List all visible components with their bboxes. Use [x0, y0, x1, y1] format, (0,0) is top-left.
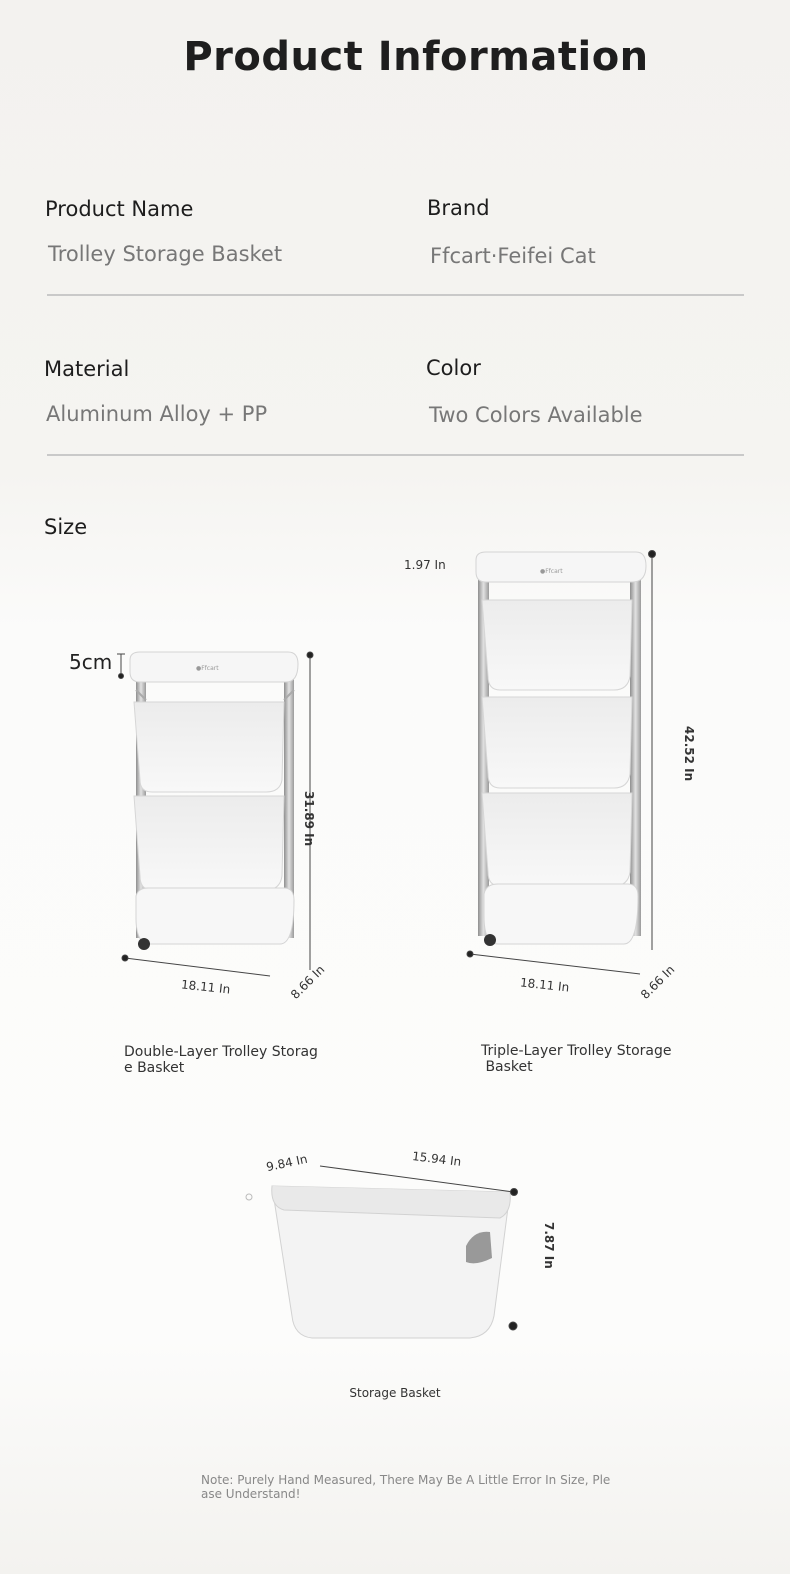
measurement-note: Note: Purely Hand Measured, There May Be A Little Error In Size, Ple ase Understand! — [201, 1473, 611, 1501]
material-label: Material — [44, 357, 130, 381]
basket-caption: Storage Basket — [349, 1386, 441, 1400]
color-label: Color — [426, 356, 481, 380]
page-title: Product Information — [183, 34, 649, 80]
triple-caption: Triple-Layer Trolley Storage Basket — [481, 1043, 672, 1075]
triple-top-gap-label: 1.97 In — [404, 558, 446, 572]
double-depth-label: 8.66 In — [288, 962, 328, 1002]
triple-height-label: 42.52 In — [682, 726, 696, 782]
brand-value: Ffcart·Feifei Cat — [430, 244, 596, 268]
triple-width-label: 18.11 In — [519, 975, 570, 995]
triple-depth-label: 8.66 In — [638, 962, 678, 1002]
product-name-label: Product Name — [45, 197, 194, 221]
double-caption: Double-Layer Trolley Storag e Basket — [124, 1044, 318, 1076]
material-value: Aluminum Alloy + PP — [46, 402, 268, 426]
color-value: Two Colors Available — [429, 403, 643, 427]
svg-text:●Ffcart: ●Ffcart — [540, 568, 563, 575]
basket-height-label: 7.87 In — [542, 1222, 556, 1269]
size-label: Size — [44, 515, 88, 539]
basket-depth-label: 9.84 In — [265, 1151, 309, 1175]
double-width-label: 18.11 In — [180, 977, 231, 997]
basket-width-label: 15.94 In — [411, 1149, 462, 1169]
svg-text:●Ffcart: ●Ffcart — [196, 665, 219, 672]
double-top-gap-label: 5cm — [69, 650, 113, 674]
brand-label: Brand — [427, 196, 490, 220]
double-height-label: 31.89 In — [302, 791, 316, 847]
product-name-value: Trolley Storage Basket — [48, 242, 283, 266]
